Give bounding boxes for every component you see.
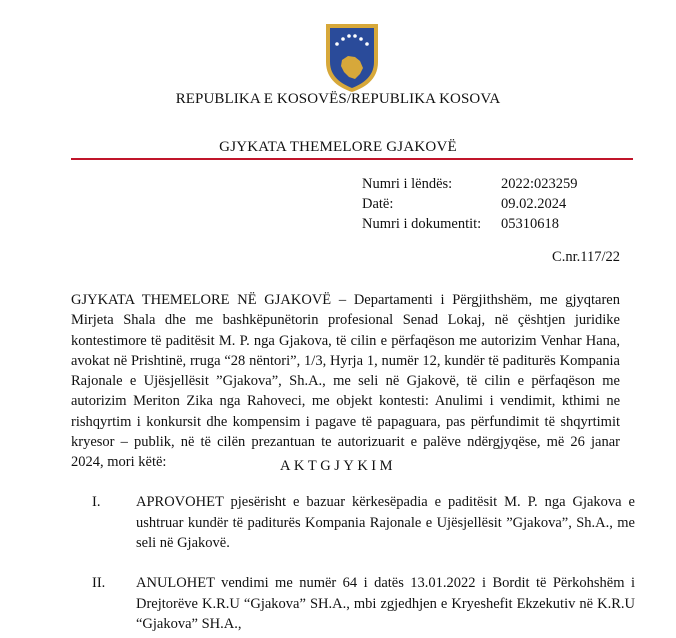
item-number: I.	[92, 494, 101, 510]
case-number-label: Numri i lëndës:	[362, 176, 453, 192]
court-title: GJYKATA THEMELORE GJAKOVË	[219, 139, 457, 155]
verdict-title: AKTGJYKIM	[279, 458, 397, 474]
document-number-label: Numri i dokumentit:	[362, 216, 482, 232]
case-number-value: 2022:023259	[501, 176, 578, 192]
item-number: II.	[92, 575, 106, 591]
document-number-value: 05310618	[501, 216, 559, 232]
date-value: 09.02.2024	[501, 196, 567, 212]
republic-title: REPUBLIKA E KOSOVËS/REPUBLIKA KOSOVA	[175, 91, 501, 107]
item-text: APROVOHET pjesërisht e bazuar kërkesëpadia e paditësit M. P. nga Gjakova e ushtruar kundër të paditurës Kompania Rajonale e Ujësjellësit ”Gjakova”, Sh.A., me seli në Gjakovë.	[136, 494, 635, 551]
date-row	[362, 194, 578, 214]
civil-case-number: C.nr.117/22	[552, 249, 620, 265]
document-number-row	[362, 214, 578, 234]
date-label: Datë:	[362, 196, 394, 212]
item-text: ANULOHET vendimi me numër 64 i datës 13.01.2022 i Bordit të Përkohshëm i Drejtorëve K.R.U “Gjakova” SH.A., mbi zgjedhjen e Kryeshefit Ekzekutiv në K.R.U “Gjakova” SH.A.,	[136, 575, 635, 632]
intro-paragraph: GJYKATA THEMELORE NË GJAKOVË – Departamenti i Përgjithshëm, me gjyqtaren Mirjeta Shala dhe me bashkëpunëtorin profesional Senad Lokaj, në çështjen juridike kontestimore të paditësit M. P. nga Gjakova, të cilin e përfaqëson me autorizim Venhar Hana, avokat në Prishtinë, rruga “28 nëntori”, 1/3, Hyrja 1, numër 12, kundër të paditurës Kompania Rajonale e Ujësjellësit ”Gjakova”, Sh.A., me seli në Gjakovë, të cilin e përfaqëson me autorizim Meriton Zika nga Rahoveci, me objekt kontesti: Anulimi i vendimit, kthimi ne rishqyrtim i konkursit dhe kompensim i pagave të papaguara, pas përfundimit të shqyrtimit kryesor – publik, në të cilën prezantuan te autorizuarit e palëve ndërgjyqëse, më 26 janar 2024, mori këtë:	[71, 292, 620, 471]
case-metadata	[362, 174, 578, 234]
header-divider	[71, 158, 633, 160]
case-number-row	[362, 174, 578, 194]
verdict-item	[71, 492, 635, 554]
verdict-item	[71, 573, 635, 635]
kosovo-coat-of-arms-icon	[322, 22, 382, 94]
